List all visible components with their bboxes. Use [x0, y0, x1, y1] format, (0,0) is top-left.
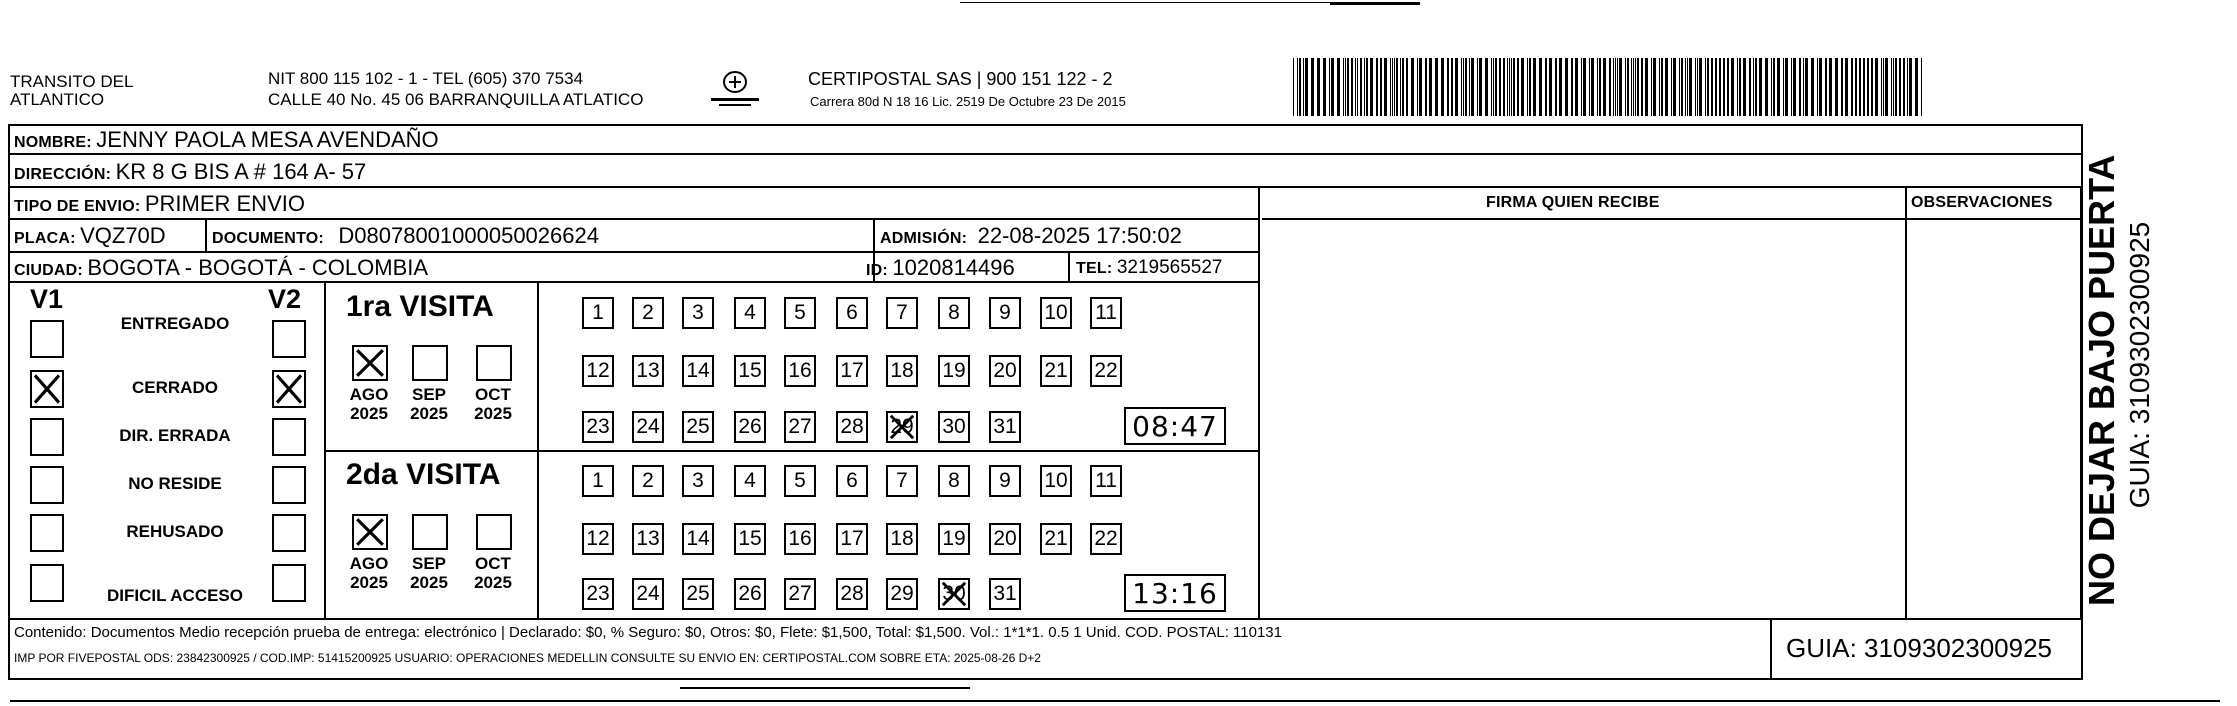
id-label: ID: [866, 262, 888, 279]
visit2-time-field[interactable] [1124, 574, 1226, 612]
visit2-month-checkbox[interactable] [476, 514, 512, 550]
visit1-time-value: 08:47 [1132, 409, 1218, 443]
day-number: 19 [942, 359, 966, 382]
day-number: 23 [586, 415, 610, 438]
visit1-time-field[interactable] [1124, 407, 1226, 445]
v1-checkbox[interactable] [30, 564, 64, 602]
visit1-day-box[interactable] [836, 355, 868, 387]
form-frame [8, 124, 2083, 680]
visit2-day-box[interactable] [784, 578, 816, 610]
visit1-day-box[interactable] [938, 297, 970, 329]
courier-logo-icon [705, 66, 765, 110]
direccion-value: KR 8 G BIS A # 164 A- 57 [115, 159, 367, 184]
visit1-day-box[interactable] [582, 297, 614, 329]
visit2-title: 2da VISITA [346, 458, 501, 491]
visit2-day-box[interactable] [1040, 523, 1072, 555]
day-number: 23 [586, 582, 610, 605]
visit2-day-box[interactable] [938, 578, 970, 610]
visit2-day-box[interactable] [734, 578, 766, 610]
v1-checkbox[interactable] [30, 370, 64, 408]
tel-value: 3219565527 [1116, 257, 1223, 278]
visit2-day-box[interactable] [989, 578, 1021, 610]
tipo-envio-value: PRIMER ENVIO [144, 191, 305, 216]
day-number: 12 [586, 359, 610, 382]
day-number: 25 [686, 582, 710, 605]
day-number: 29 [890, 582, 914, 605]
visit2-day-box[interactable] [1090, 523, 1122, 555]
v1-checkbox[interactable] [30, 320, 64, 358]
status-label: CERRADO [132, 378, 218, 397]
day-number: 29 [890, 415, 914, 438]
visit2-month-label: OCT 2025 [474, 554, 512, 592]
day-number: 4 [744, 469, 756, 492]
day-number: 7 [896, 301, 908, 324]
day-number: 22 [1094, 359, 1118, 382]
day-number: 20 [993, 527, 1017, 550]
check-mark-icon [32, 372, 62, 406]
placa-label: PLACA: [14, 230, 76, 247]
nombre-value: JENNY PAOLA MESA AVENDAÑO [96, 127, 439, 152]
check-mark-icon [888, 413, 916, 441]
day-number: 27 [788, 582, 812, 605]
issuer-address: CALLE 40 No. 45 06 BARRANQUILLA ATLATICO [268, 90, 644, 109]
ciudad-label: CIUDAD: [14, 262, 83, 279]
status-label: ENTREGADO [120, 314, 230, 333]
barcode [1293, 58, 1930, 116]
tel-cell [1076, 257, 1222, 279]
day-number: 1 [592, 301, 604, 324]
visit1-day-box[interactable] [784, 411, 816, 443]
day-number: 21 [1044, 359, 1068, 382]
visit1-month-label: AGO 2025 [349, 385, 389, 423]
visit1-day-box[interactable] [938, 411, 970, 443]
visit1-day-box[interactable] [989, 297, 1021, 329]
v2-checkbox[interactable] [272, 514, 306, 552]
issuer-nit: NIT 800 115 102 - 1 - TEL (605) 370 7534 [268, 69, 584, 88]
visit2-day-box[interactable] [886, 578, 918, 610]
visit1-day-box[interactable] [938, 355, 970, 387]
placa-cell [14, 223, 166, 249]
scan-artifact-line [680, 687, 970, 689]
visit2-day-box[interactable] [632, 465, 664, 497]
tipo-envio-label: TIPO DE ENVIO: [14, 198, 141, 215]
visit2-day-box[interactable] [836, 523, 868, 555]
day-number: 8 [948, 469, 960, 492]
day-number: 13 [636, 359, 660, 382]
visit1-day-box[interactable] [632, 297, 664, 329]
day-number: 8 [948, 301, 960, 324]
day-number: 21 [1044, 527, 1068, 550]
status-label: DIR. ERRADA [119, 426, 231, 445]
nombre-row [14, 127, 439, 153]
visit2-day-box[interactable] [682, 578, 714, 610]
visit2-day-box[interactable] [632, 578, 664, 610]
v1-checkbox[interactable] [30, 418, 64, 456]
visit1-day-box[interactable] [682, 297, 714, 329]
visit2-day-box[interactable] [734, 465, 766, 497]
v1-checkbox[interactable] [30, 514, 64, 552]
visit1-day-box[interactable] [886, 355, 918, 387]
v1-header: V1 [30, 284, 64, 314]
visit1-day-box[interactable] [886, 297, 918, 329]
visit2-day-box[interactable] [938, 523, 970, 555]
day-number: 25 [686, 415, 710, 438]
day-number: 3 [692, 469, 704, 492]
row-divider [8, 281, 1258, 283]
visit1-day-box[interactable] [582, 355, 614, 387]
visit1-month-checkbox[interactable] [476, 345, 512, 381]
visit1-day-box[interactable] [1090, 355, 1122, 387]
day-number: 9 [999, 301, 1011, 324]
visit2-day-box[interactable] [582, 578, 614, 610]
footer-guia: GUIA: 3109302300925 [1786, 633, 2052, 663]
direccion-row [14, 159, 366, 185]
day-number: 2 [642, 469, 654, 492]
day-number: 17 [840, 527, 864, 550]
status-label: DIFICIL ACCESO [106, 586, 243, 605]
visit1-day-box[interactable] [582, 411, 614, 443]
day-number: 30 [942, 582, 966, 605]
visit2-month-label: SEP 2025 [410, 554, 448, 592]
visit1-day-box[interactable] [734, 297, 766, 329]
visit1-day-box[interactable] [682, 355, 714, 387]
firma-header: FIRMA QUIEN RECIBE [1486, 194, 1660, 211]
visit2-day-box[interactable] [989, 465, 1021, 497]
ciudad-value: BOGOTA - BOGOTÁ - COLOMBIA [87, 255, 429, 280]
visit2-day-box[interactable] [1040, 465, 1072, 497]
tipo-envio-row [14, 191, 305, 217]
check-mark-icon [274, 372, 304, 406]
admision-label: ADMISIÓN: [880, 230, 968, 247]
day-number: 27 [788, 415, 812, 438]
v1-checkbox[interactable] [30, 466, 64, 504]
documento-value: D08078001000050026624 [338, 223, 599, 248]
documento-label: DOCUMENTO: [212, 230, 324, 247]
column-divider [205, 218, 207, 252]
column-divider [324, 450, 538, 452]
day-number: 5 [794, 301, 806, 324]
day-number: 16 [788, 527, 812, 550]
v2-checkbox[interactable] [272, 370, 306, 408]
day-number: 6 [846, 301, 858, 324]
visit2-day-box[interactable] [1090, 465, 1122, 497]
status-label: REHUSADO [126, 522, 224, 541]
day-number: 11 [1095, 469, 1117, 492]
v2-checkbox[interactable] [272, 320, 306, 358]
visit1-day-box[interactable] [1040, 355, 1072, 387]
visit1-title: 1ra VISITA [346, 290, 494, 323]
column-divider [1770, 618, 1772, 680]
issuer-name-line1: TRANSITO DEL [10, 72, 134, 91]
column-divider [1068, 251, 1070, 282]
issuer-name-line2: ATLANTICO [10, 90, 105, 109]
admision-cell [880, 223, 1182, 249]
id-value: 1020814496 [892, 255, 1015, 280]
v2-checkbox[interactable] [272, 418, 306, 456]
visit2-month-checkbox[interactable] [412, 514, 448, 550]
row-divider [1262, 218, 2083, 220]
visit2-day-box[interactable] [886, 465, 918, 497]
status-label: NO RESIDE [128, 474, 222, 493]
visit1-day-box[interactable] [836, 411, 868, 443]
footer-contents: Contenido: Documentos Medio recepción prueba de entrega: electrónico | Declarado: $0, % Seguro: $0, Otros: $0, Flete: $1,500, Total: $1,500. Vol.: 1*1*1. 0.5 1 Unid. COD. POSTAL: 110131 [14, 624, 1282, 641]
day-number: 14 [686, 527, 710, 550]
direccion-label: DIRECCIÓN: [14, 166, 112, 183]
scan-artifact-line [1330, 2, 1420, 5]
admision-value: 22-08-2025 17:50:02 [977, 223, 1182, 248]
day-number: 24 [636, 415, 660, 438]
day-number: 3 [692, 301, 704, 324]
day-number: 19 [942, 527, 966, 550]
visit2-day-box[interactable] [836, 578, 868, 610]
column-divider [537, 450, 1259, 452]
visit2-day-box[interactable] [734, 523, 766, 555]
visit2-day-box[interactable] [582, 465, 614, 497]
day-number: 26 [738, 415, 762, 438]
observaciones-header: OBSERVACIONES [1911, 194, 2053, 211]
visit2-month-label: AGO 2025 [349, 554, 389, 592]
visit2-month-checkbox[interactable] [352, 514, 388, 550]
row-divider [8, 186, 2083, 188]
row-divider [8, 218, 1258, 220]
placa-value: VQZ70D [80, 223, 166, 248]
visit1-day-box[interactable] [886, 411, 918, 443]
check-mark-icon [354, 347, 386, 379]
courier-name: CERTIPOSTAL SAS | 900 151 122 - 2 [808, 69, 1113, 89]
visit2-day-box[interactable] [682, 523, 714, 555]
check-mark-icon [940, 580, 968, 608]
day-number: 9 [999, 469, 1011, 492]
documento-cell [212, 223, 599, 249]
day-number: 22 [1094, 527, 1118, 550]
day-number: 12 [586, 527, 610, 550]
day-number: 10 [1044, 301, 1068, 324]
v2-header: V2 [268, 284, 302, 314]
day-number: 5 [794, 469, 806, 492]
footer-print-info: IMP POR FIVEPOSTAL ODS: 23842300925 / COD.IMP: 51415200925 USUARIO: OPERACIONES MEDELLIN CONSULTE SU ENVIO EN: CERTIPOSTAL.COM SOBRE ETA: 2025-08-26 D+2 [14, 651, 1041, 665]
visit1-day-box[interactable] [1040, 297, 1072, 329]
visit1-day-box[interactable] [989, 355, 1021, 387]
visit1-day-box[interactable] [784, 297, 816, 329]
day-number: 24 [636, 582, 660, 605]
visit1-day-box[interactable] [784, 355, 816, 387]
visit2-day-box[interactable] [582, 523, 614, 555]
visit2-time-value: 13:16 [1132, 576, 1218, 610]
side-guia: GUIA: 3109302300925 [2124, 221, 2155, 509]
visit2-day-box[interactable] [836, 465, 868, 497]
day-number: 15 [738, 527, 762, 550]
day-number: 17 [840, 359, 864, 382]
day-number: 14 [686, 359, 710, 382]
day-number: 15 [738, 359, 762, 382]
courier-license: Carrera 80d N 18 16 Lic. 2519 De Octubre 23 De 2015 [810, 94, 1126, 109]
day-number: 31 [993, 582, 1017, 605]
visit1-month-checkbox[interactable] [352, 345, 388, 381]
day-number: 4 [744, 301, 756, 324]
day-number: 11 [1095, 301, 1117, 324]
day-number: 31 [993, 415, 1017, 438]
visit1-month-label: OCT 2025 [474, 385, 512, 423]
day-number: 6 [846, 469, 858, 492]
day-number: 28 [840, 582, 864, 605]
visit1-day-box[interactable] [682, 411, 714, 443]
v2-checkbox[interactable] [272, 564, 306, 602]
visit2-day-box[interactable] [938, 465, 970, 497]
visit1-day-box[interactable] [734, 355, 766, 387]
day-number: 18 [890, 527, 914, 550]
day-number: 1 [592, 469, 604, 492]
day-number: 16 [788, 359, 812, 382]
row-divider [8, 153, 2083, 155]
visit2-day-box[interactable] [989, 523, 1021, 555]
day-number: 2 [642, 301, 654, 324]
visit1-month-checkbox[interactable] [412, 345, 448, 381]
day-number: 30 [942, 415, 966, 438]
column-divider [1905, 186, 1907, 619]
scan-artifact-line [10, 700, 2220, 702]
visit2-day-box[interactable] [886, 523, 918, 555]
day-number: 26 [738, 582, 762, 605]
visit2-day-box[interactable] [632, 523, 664, 555]
no-dejar-warning: NO DEJAR BAJO PUERTA [2081, 154, 2122, 606]
visit2-day-box[interactable] [784, 523, 816, 555]
visit1-day-box[interactable] [836, 297, 868, 329]
day-number: 28 [840, 415, 864, 438]
day-number: 7 [896, 469, 908, 492]
day-number: 10 [1044, 469, 1068, 492]
visit1-day-box[interactable] [734, 411, 766, 443]
visit2-day-box[interactable] [682, 465, 714, 497]
visit1-month-label: SEP 2025 [410, 385, 448, 423]
row-divider [8, 251, 1258, 253]
check-mark-icon [354, 516, 386, 548]
ciudad-cell [14, 255, 428, 281]
day-number: 18 [890, 359, 914, 382]
visit1-day-box[interactable] [632, 411, 664, 443]
visit2-day-box[interactable] [784, 465, 816, 497]
visit1-day-box[interactable] [1090, 297, 1122, 329]
column-divider [1258, 186, 1260, 619]
visit1-day-box[interactable] [989, 411, 1021, 443]
id-cell [866, 255, 1015, 281]
visit1-day-box[interactable] [632, 355, 664, 387]
tel-label: TEL: [1076, 260, 1113, 277]
v2-checkbox[interactable] [272, 466, 306, 504]
day-number: 20 [993, 359, 1017, 382]
day-number: 13 [636, 527, 660, 550]
nombre-label: NOMBRE: [14, 134, 92, 151]
